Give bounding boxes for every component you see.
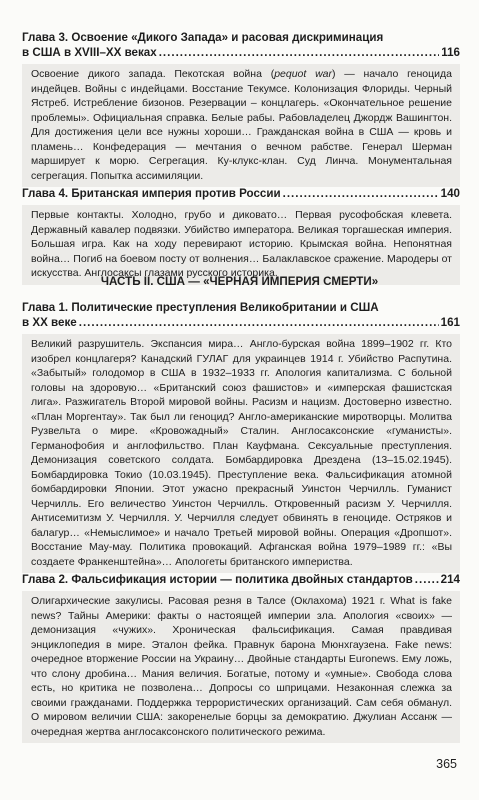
chapter-title xyxy=(22,30,460,45)
toc-entry-chapter-3 xyxy=(22,30,460,187)
chapter-summary: Олигархические закулисы. Расовая резня в Талсе (Оклахома) 1921 г. What is fake news? Тайны Америки: факты о настоящей империи зла. Апология «своих» — демонизация «чужих». Хроническая фальсификация. Самая правдивая энциклопедия в мире. Эталон фейка. Правнук барона Мюнхгаузена. Fake news: очередное вторжение России на Украину… Двойные стандарты Euronews. Ему ложь, что слону дробина… Мания величия. Богатые, потому и «умные». Свобода слова есть, но критика не позволена… Допросы со шприцами. Незаконная слежка за своими гражданами. Поддержка террористических организаций. Сам себя обманул. О мировом величии США: закоренелые борцы за демократию. Джулиан Ассанж — очередная жертва англосаксонского политического режима. xyxy=(22,591,460,743)
chapter-summary: Великий разрушитель. Экспансия мира… Англо-бурская война 1899–1902 гг. Кто изобрел концлагеря? Канадский ГУЛАГ для украинцев 1914 г. Убийство Распутина. «Забытый» голодомор в США в 1932–1933 гг. Апология капитализма. С больной головы на здоровую… «Британский союз фашистов» и «имперская фашистская лига». Разжигатель Второй мировой войны. Расизм и нацизм. Достоверно известно. «План Моргентау». Так был ли геноцид? Англо-американские миротворцы. Молитва Рузвельта о мире. «Кровожадный» Сталин. Англосаксонские «гуманисты». Германофобия и англофильство. План Кауфмана. Сексуальные преступления. Демонизация советского солдата. Бомбардировка Дрездена (13–15.02.1945). Бомбардировка Токио (10.03.1945). Преступление века. Фальсификация атомной бомбардировки Японии. Этот ужасно прекрасный Уинстон Черчилль. Гуманист Черчилль. Его величество Уинстон Черчилль. Откровенный расизм У. Черчилля. Антисемитизм У. Черчилля. У. Черчилля следует обвинять в геноциде. Остряков и балагур… «Немыслимое» и начало Третьей мировой войны. Операция «Дропшот». Восстание Мау-мау. Политика провокаций. Афганская война 1979–1989 гг.: «Вы создаете Франкенштейна»… Апологеты британского империства. xyxy=(22,334,460,573)
leader-dots xyxy=(159,45,440,60)
part-heading: ЧАСТЬ II. США — «ЧЕРНАЯ ИМПЕРИЯ СМЕРТИ» xyxy=(100,275,379,288)
chapter-title-line2: в США в XVIII–XX веках xyxy=(22,46,157,59)
toc-entry-part2-chapter-1 xyxy=(22,300,460,573)
chapter-title xyxy=(22,300,460,315)
chapter-title: Глава 2. Фальсификация истории — политика двойных стандартов xyxy=(22,573,413,586)
chapter-page-number: 161 xyxy=(440,316,460,329)
toc-entry-chapter-4 xyxy=(22,186,460,285)
chapter-page-number: 214 xyxy=(440,573,460,586)
chapter-title-line2: в XX веке xyxy=(22,316,77,329)
leader-dots xyxy=(283,186,439,201)
toc-entry-part2-chapter-2 xyxy=(22,572,460,743)
chapter-title-line1: Глава 3. Освоение «Дикого Запада» и расовая дискриминация xyxy=(22,31,384,44)
page-number: 365 xyxy=(436,757,457,771)
leader-dots xyxy=(415,572,439,587)
chapter-page-number: 140 xyxy=(440,187,460,200)
chapter-title: Глава 4. Британская империя против России xyxy=(22,187,281,200)
chapter-summary: Первые контакты. Холодно, грубо и диковато… Первая русофобская клевета. Державный кавалер подвязки. Убийство императора. Великая торгашеская империя. Большая игра. Как на ходу перевирают историю. Крымская война. Непонятная война… Погиб на боевом посту от волнения… Балаклавское сражение. Мародеры от искусства. Англосаксы глазами русского историка. xyxy=(22,205,460,285)
chapter-summary: Освоение дикого запада. Пекотская война (pequot war) — начало геноцида индейцев. Войны с индейцами. Восстание Текумсе. Колонизация Флориды. Черный Ястреб. Истребление бизонов. Резервации – концлагерь. «Окончательное решение проблемы». Официальная справка. Белые рабы. Рабовладелец Джордж Вашингтон. Для достижения цели все нужны хороши… Гражданская война в США — кровь и пламень… Конфедерация — мечтания о вечном рабстве. Генерал Шерман марширует к морю. Сегрегация. Ку-клукс-клан. Суд Линча. Монументальная сегрегация. Попытка ассимиляции. xyxy=(22,64,460,187)
chapter-title-line1: Глава 1. Политические преступления Великобритании и США xyxy=(22,301,379,314)
leader-dots xyxy=(79,315,439,330)
chapter-page-number: 116 xyxy=(441,46,460,59)
